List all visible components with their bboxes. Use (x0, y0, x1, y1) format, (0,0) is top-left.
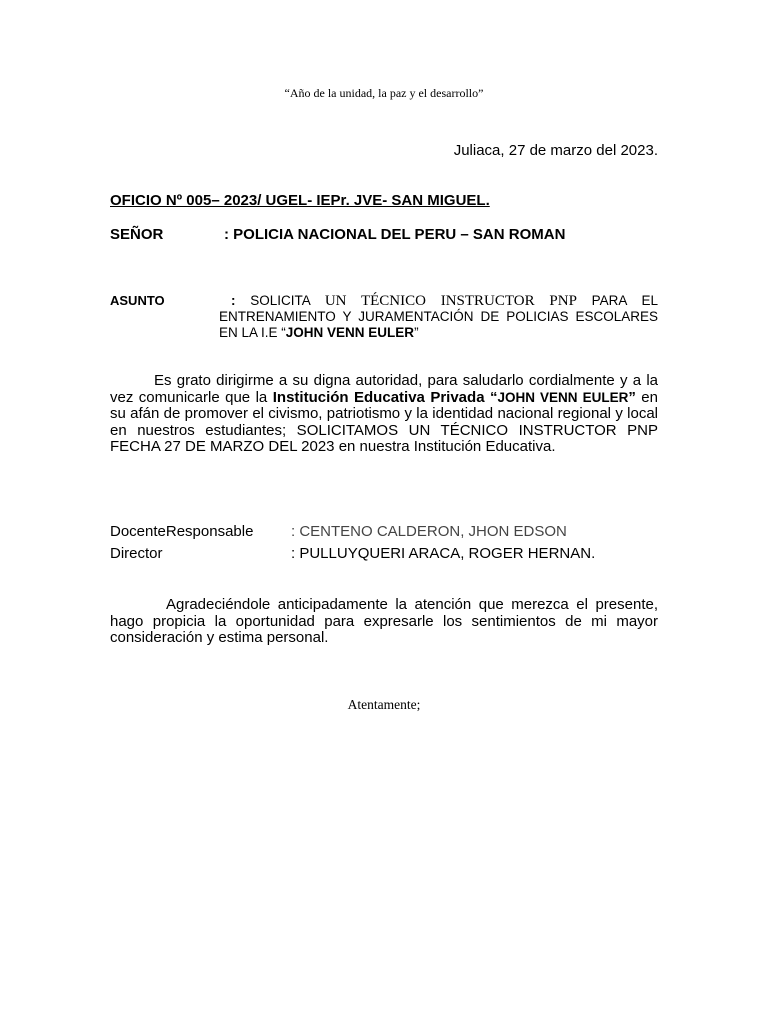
year-motto: “Año de la unidad, la paz y el desarrollo” (284, 86, 484, 100)
document-date: Juliaca, 27 de marzo del 2023. (453, 142, 658, 159)
subject-part2: UN TÉCNICO INSTRUCTOR PNP (324, 293, 577, 309)
subject-part3: PARA EL ENTRENAMIENTO Y JURAMENTACIÓN DE POLICIAS ESCOLARES EN LA I.E “ (219, 293, 658, 340)
subject-school: JOHN VENN EULER (285, 325, 415, 340)
body-paragraph-2 (110, 597, 658, 647)
p1-intro: Es grato dirigirme a su digna autoridad, para saludarlo cordialmente y a la vez comunicarle que la (110, 372, 658, 406)
signatory-role-2: Director (110, 545, 163, 562)
signatory-name-1: : CENTENO CALDERON, JHON EDSON (291, 523, 567, 540)
oficio-number: OFICIO Nº 005– 2023/ UGEL- IEPr. JVE- SAN MIGUEL. (110, 192, 490, 209)
recipient-value: : POLICIA NACIONAL DEL PERU – SAN ROMAN (224, 226, 566, 243)
subject-part1: SOLICITA (250, 293, 311, 308)
subject-label: ASUNTO (110, 293, 165, 308)
p1-rest: en su afán de promover el civismo, patriotismo y la identidad nacional regional y local en nuestros estudiantes; SOLICITAMOS UN TÉCNICO INSTRUCTOR PNP FECHA 27 DE MARZO DEL 2023 en nuestra Institución Educativa. (110, 388, 658, 455)
p2-text: Agradeciéndole anticipadamente la atención que merezca el presente, hago propicia la oportunidad para expresarle los sentimientos de mi mayor consideración y estima personal. (110, 596, 658, 646)
closing-text: Atentamente; (347, 697, 421, 712)
p1-institution: Institución Educativa Privada “ (272, 388, 498, 406)
p1-school: JOHN VENN EULER (497, 389, 629, 405)
subject-colon: : (231, 293, 236, 308)
signatory-role-1: DocenteResponsable (110, 523, 254, 540)
signatory-name-2: : PULLUYQUERI ARACA, ROGER HERNAN. (291, 545, 596, 562)
p1-close: ” (628, 388, 636, 406)
subject-part4: ” (414, 325, 419, 340)
subject-text (219, 293, 658, 341)
recipient-label: SEÑOR (110, 226, 164, 243)
body-paragraph-1 (110, 373, 658, 456)
